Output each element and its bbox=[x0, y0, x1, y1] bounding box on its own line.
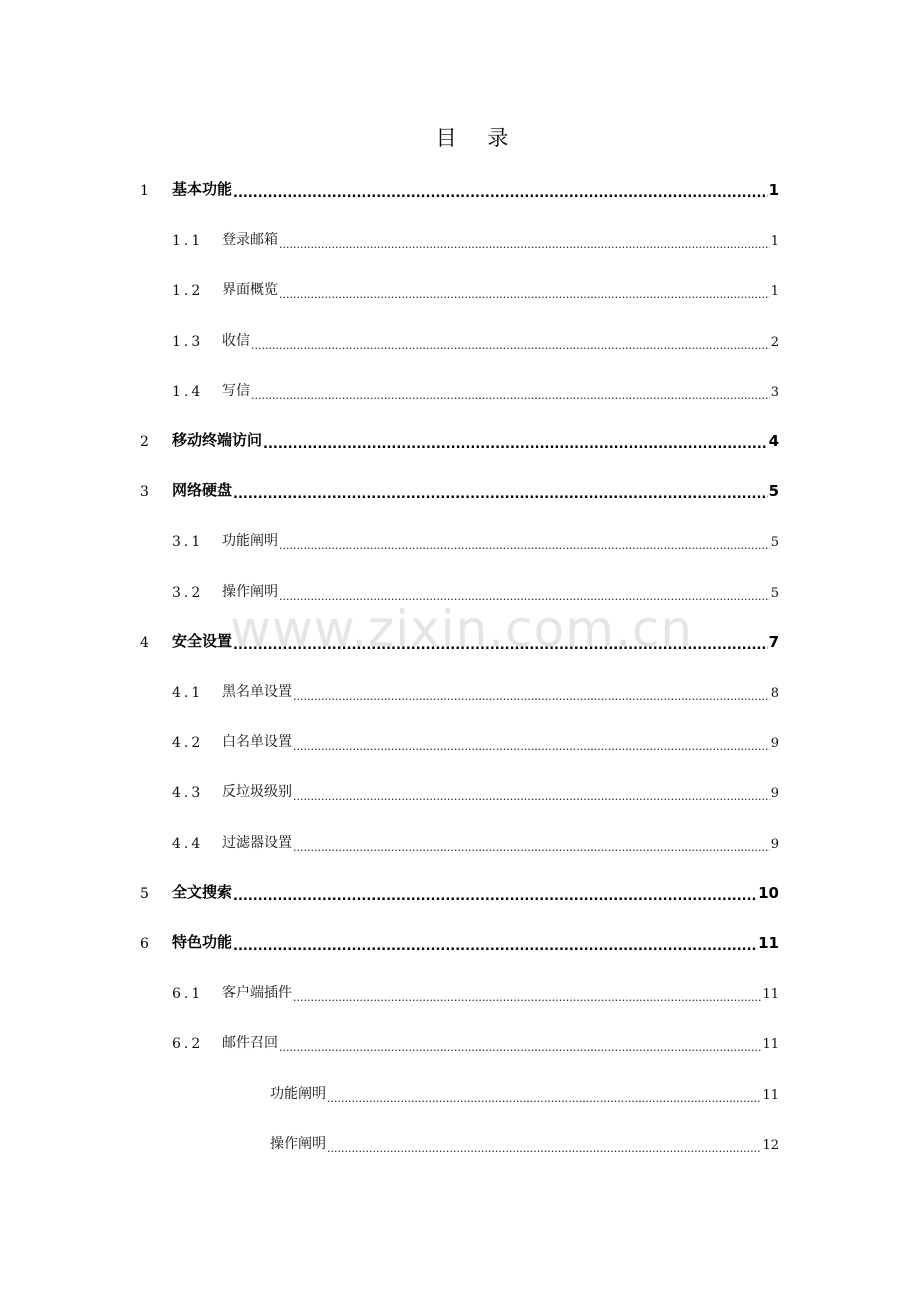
toc-entry-label: 过滤器设置 bbox=[222, 835, 292, 851]
toc-entry-number: 1.1 bbox=[172, 233, 204, 249]
toc-leader-dots bbox=[279, 233, 770, 249]
toc-entry-label: 特色功能 bbox=[172, 933, 233, 951]
toc-entry-page-number: 9 bbox=[770, 837, 779, 852]
toc-entry[interactable] bbox=[140, 177, 779, 199]
toc-entry-page-number: 11 bbox=[762, 1037, 779, 1052]
toc-entry-page-number: 5 bbox=[770, 535, 779, 550]
toc-entry-number: 6 bbox=[140, 936, 149, 952]
toc-leader-dots bbox=[293, 836, 770, 852]
toc-entry[interactable] bbox=[172, 328, 779, 350]
toc-leader-dots bbox=[233, 936, 757, 952]
toc-title: 目 录 bbox=[435, 126, 521, 150]
toc-leader-dots bbox=[327, 1087, 761, 1103]
toc-entry[interactable] bbox=[172, 779, 779, 801]
toc-entry-page-number: 7 bbox=[768, 633, 779, 651]
toc-entry-number: 3.1 bbox=[172, 534, 204, 550]
toc-entry-label: 网络硬盘 bbox=[172, 481, 233, 499]
toc-entry-label: 黑名单设置 bbox=[222, 684, 292, 700]
toc-entry-number: 1 bbox=[140, 183, 149, 199]
toc-entry[interactable] bbox=[172, 378, 779, 400]
toc-entry-page-number: 5 bbox=[768, 482, 779, 500]
toc-entry-label: 基本功能 bbox=[172, 180, 233, 198]
toc-leader-dots bbox=[279, 585, 770, 601]
toc-entry-number: 3 bbox=[140, 484, 149, 500]
toc-entry-number: 3.2 bbox=[172, 585, 204, 601]
toc-leader-dots bbox=[279, 1036, 761, 1052]
toc-entry[interactable] bbox=[140, 428, 779, 450]
toc-entry-number: 4.2 bbox=[172, 735, 204, 751]
toc-entry-page-number: 11 bbox=[762, 987, 779, 1002]
toc-entry-number: 4.3 bbox=[172, 785, 204, 801]
toc-entry[interactable] bbox=[172, 227, 779, 249]
toc-entry-label: 操作阐明 bbox=[222, 584, 278, 600]
toc-entry-page-number: 10 bbox=[758, 884, 779, 902]
toc-entry-page-number: 12 bbox=[762, 1138, 779, 1153]
toc-entry[interactable] bbox=[172, 679, 779, 701]
toc-leader-dots bbox=[263, 434, 768, 450]
toc-entry[interactable] bbox=[172, 1030, 779, 1052]
toc-leader-dots bbox=[251, 334, 770, 350]
toc-entry-label: 安全设置 bbox=[172, 632, 233, 650]
toc-entry-page-number: 9 bbox=[770, 736, 779, 751]
toc-entry-page-number: 1 bbox=[770, 284, 779, 299]
toc-entry[interactable] bbox=[172, 579, 779, 601]
toc-entry-label: 收信 bbox=[222, 333, 250, 349]
toc-leader-dots bbox=[293, 735, 770, 751]
toc-entry[interactable] bbox=[140, 629, 779, 651]
toc-entry-number: 5 bbox=[140, 886, 149, 902]
toc-leader-dots bbox=[233, 183, 768, 199]
toc-entry-label: 登录邮箱 bbox=[222, 232, 278, 248]
toc-entry-number: 4 bbox=[140, 635, 149, 651]
watermark: www.zixin.com.cn bbox=[230, 600, 694, 658]
toc-entry-page-number: 1 bbox=[768, 181, 779, 199]
toc-leader-dots bbox=[293, 986, 761, 1002]
toc-entry[interactable] bbox=[172, 277, 779, 299]
toc-leader-dots bbox=[233, 886, 757, 902]
toc-entry-label: 写信 bbox=[222, 383, 250, 399]
toc-entry-label: 功能阐明 bbox=[222, 533, 278, 549]
toc-entry-page-number: 1 bbox=[770, 234, 779, 249]
toc-leader-dots bbox=[233, 635, 768, 651]
toc-entry-number: 4.1 bbox=[172, 685, 204, 701]
toc-entry-number: 6.2 bbox=[172, 1036, 204, 1052]
toc-entry[interactable] bbox=[140, 930, 779, 952]
toc-entry-number: 6.1 bbox=[172, 986, 204, 1002]
toc-entry-page-number: 11 bbox=[762, 1088, 779, 1103]
toc-entry-number: 1.3 bbox=[172, 334, 204, 350]
toc-entry-label: 操作阐明 bbox=[270, 1136, 326, 1152]
toc-entry-label: 反垃圾级别 bbox=[222, 784, 292, 800]
toc-entry-page-number: 4 bbox=[768, 432, 779, 450]
toc-entry-number: 2 bbox=[140, 434, 149, 450]
toc-entry[interactable] bbox=[172, 980, 779, 1002]
toc-entry-label: 白名单设置 bbox=[222, 734, 292, 750]
toc-entry-number: 1.4 bbox=[172, 384, 204, 400]
toc-leader-dots bbox=[233, 484, 768, 500]
toc-entry[interactable] bbox=[172, 830, 779, 852]
toc-entry-number: 1.2 bbox=[172, 283, 204, 299]
toc-entry-page-number: 5 bbox=[770, 586, 779, 601]
toc-entry[interactable] bbox=[140, 880, 779, 902]
toc-entry[interactable] bbox=[270, 1131, 779, 1153]
toc-entry-label: 客户端插件 bbox=[222, 985, 292, 1001]
toc-entry-label: 邮件召回 bbox=[222, 1035, 278, 1051]
toc-entry-label: 界面概览 bbox=[222, 282, 278, 298]
toc-entry-page-number: 3 bbox=[770, 385, 779, 400]
toc-entry[interactable] bbox=[172, 729, 779, 751]
toc-entry-label: 功能阐明 bbox=[270, 1086, 326, 1102]
toc-leader-dots bbox=[251, 384, 770, 400]
toc-leader-dots bbox=[327, 1137, 761, 1153]
toc-entry-page-number: 2 bbox=[770, 335, 779, 350]
toc-entry-page-number: 9 bbox=[770, 786, 779, 801]
toc-entry-page-number: 11 bbox=[758, 934, 779, 952]
toc-entry[interactable] bbox=[172, 528, 779, 550]
toc-leader-dots bbox=[293, 785, 770, 801]
toc-leader-dots bbox=[279, 534, 770, 550]
toc-entry[interactable] bbox=[270, 1081, 779, 1103]
toc-entry-label: 全文搜索 bbox=[172, 883, 233, 901]
toc-entry-page-number: 8 bbox=[770, 686, 779, 701]
toc-entry-label: 移动终端访问 bbox=[172, 431, 263, 449]
toc-leader-dots bbox=[279, 283, 770, 299]
toc-entry[interactable] bbox=[140, 478, 779, 500]
toc-leader-dots bbox=[293, 685, 770, 701]
toc-entry-number: 4.4 bbox=[172, 836, 204, 852]
